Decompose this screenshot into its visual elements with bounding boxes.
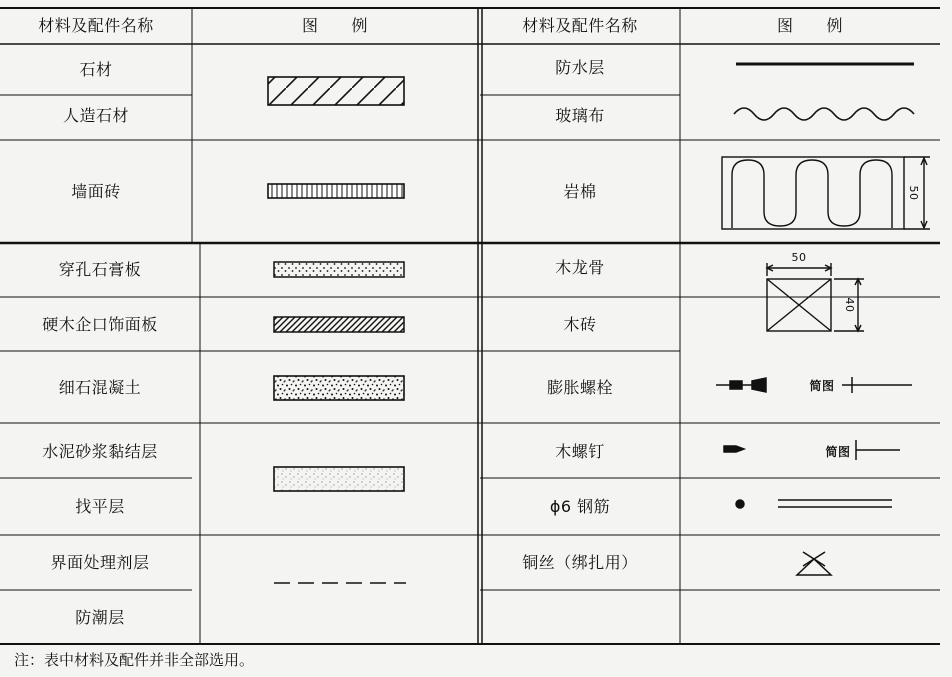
row-label-cement-mortar: 水泥砂浆黏结层 — [42, 442, 158, 461]
row-label-fine-concrete: 细石混凝土 — [58, 378, 142, 397]
row-label-leveling: 找平层 — [75, 497, 125, 516]
row-label-artificial-stone: 人造石材 — [62, 106, 130, 125]
row-label-wood-brick: 木砖 — [563, 315, 597, 334]
keel-width-dimension: 50 — [791, 251, 807, 264]
row-label-stone: 石材 — [79, 60, 113, 79]
cement-mortar-symbol — [274, 467, 404, 491]
bolt-simplified-label: 简图 — [809, 379, 835, 393]
wall-tile-legend-symbol — [268, 184, 404, 198]
row-label-wood-keel: 木龙骨 — [555, 258, 605, 277]
row-label-wall-tile: 墙面砖 — [71, 182, 121, 201]
row-label-copper-wire: 铜丝（绑扎用） — [522, 553, 638, 572]
rebar-symbol — [736, 500, 892, 508]
wood-screw-symbol — [724, 440, 900, 460]
fine-concrete-symbol — [274, 376, 404, 400]
table-footnote: 注：表中材料及配件并非全部选用。 — [14, 651, 255, 669]
keel-height-dimension: 40 — [843, 297, 856, 313]
row-label-wood-screw: 木螺钉 — [555, 442, 605, 461]
rock-wool-symbol — [722, 157, 930, 229]
screw-simplified-label: 简图 — [825, 445, 851, 459]
rock-wool-dimension: 50 — [907, 185, 920, 201]
row-label-rebar: ϕ6 钢筋 — [549, 497, 611, 516]
header-legend-right: 图 例 — [776, 16, 844, 35]
row-label-expansion-bolt: 膨胀螺栓 — [546, 378, 614, 397]
row-label-damp-proof: 防潮层 — [75, 608, 125, 627]
perforated-gypsum-symbol — [274, 262, 404, 277]
header-legend-left: 图 例 — [301, 16, 369, 35]
row-label-hardwood-panel: 硬木企口饰面板 — [42, 315, 158, 334]
row-label-interface-agent: 界面处理剂层 — [50, 553, 150, 572]
hardwood-panel-symbol — [274, 317, 404, 332]
stone-legend-symbol — [268, 77, 404, 105]
header-name-left: 材料及配件名称 — [38, 16, 154, 35]
row-label-glass-cloth: 玻璃布 — [555, 106, 605, 125]
glass-cloth-symbol — [734, 108, 914, 120]
row-label-waterproof: 防水层 — [555, 58, 605, 77]
header-name-right: 材料及配件名称 — [522, 16, 638, 35]
row-label-perforated-gypsum: 穿孔石膏板 — [58, 260, 142, 279]
copper-wire-symbol — [797, 552, 831, 575]
row-label-rock-wool: 岩棉 — [563, 182, 597, 201]
